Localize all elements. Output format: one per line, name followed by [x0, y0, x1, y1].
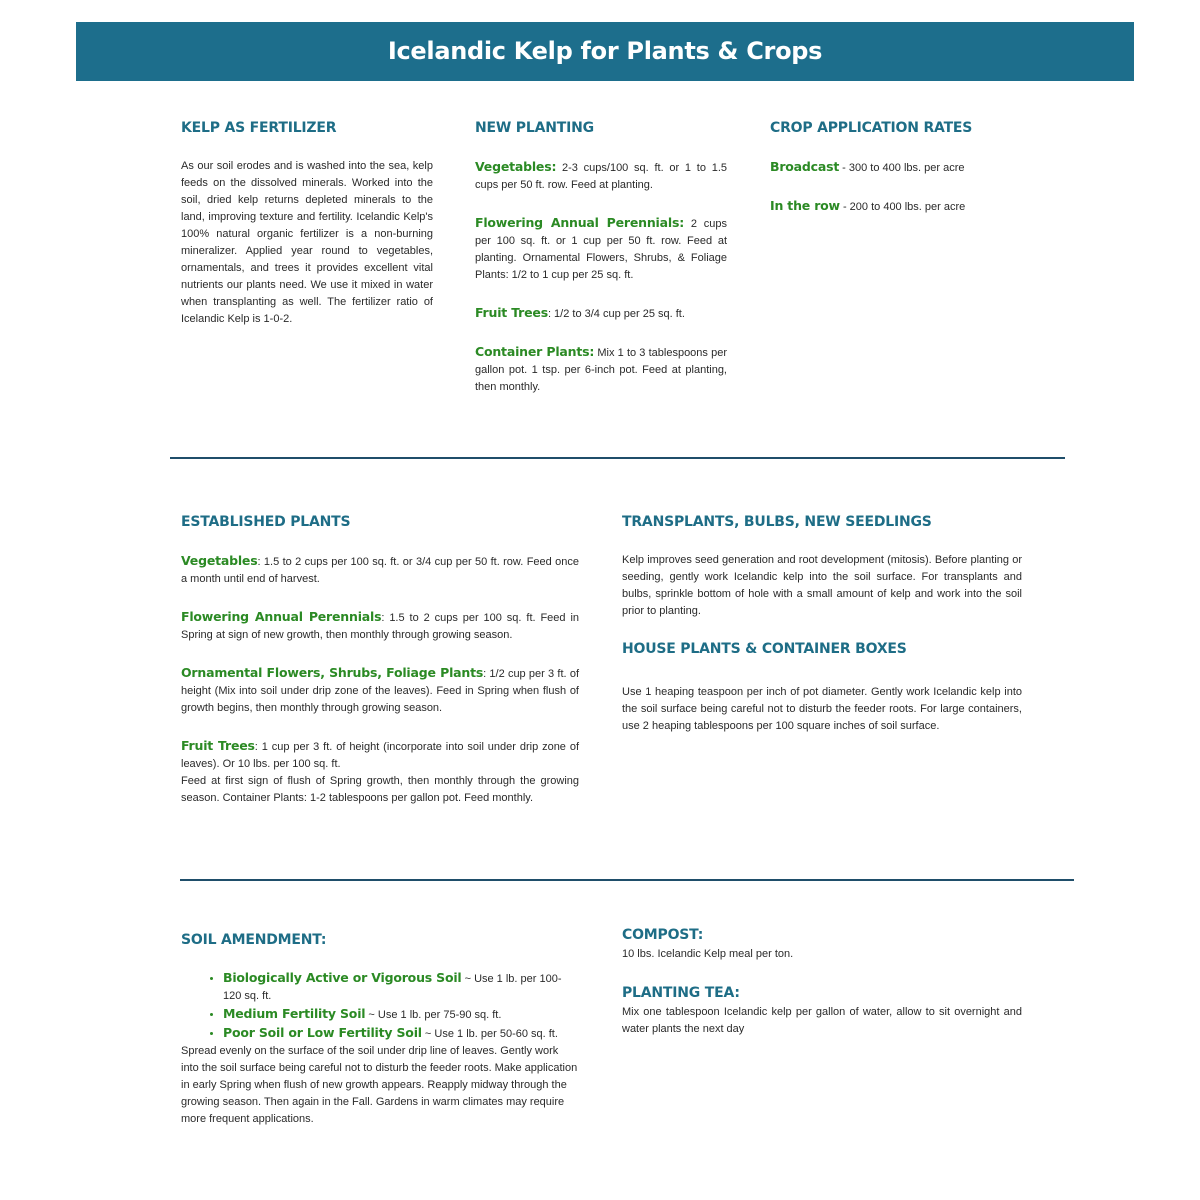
section-text: As our soil erodes and is washed into the sea, kelp feeds on the dissolved minerals. Worked into the soil, dried kelp returns depleted minerals to the land, improving texture and fertility. Icelandic Kelp's 100% natural organic fertilizer is a non-burning mineralizer. Applied year round to vegetables, ornamentals, and trees it provides excellent vital nutrients our plants need. We use it mixed in water when transplanting as well. The fertilizer ratio of Icelandic Kelp is 1-0-2.	[181, 160, 433, 325]
page-title: Icelandic Kelp for Plants & Crops	[387, 37, 823, 65]
bullet-list	[181, 969, 579, 1043]
section-established-plants	[181, 513, 579, 807]
list-item	[223, 1024, 579, 1043]
section-transplants	[622, 513, 1022, 620]
item-label: Flowering Annual Perennials	[181, 609, 382, 624]
item-label: Medium Fertility Soil	[223, 1006, 366, 1021]
item-label: Flowering Annual Perennials:	[475, 215, 684, 230]
section-heading: SOIL AMENDMENT:	[181, 932, 327, 948]
item-text: : 1/2 to 3/4 cup per 25 sq. ft.	[547, 308, 685, 320]
section-heading: COMPOST:	[622, 927, 704, 943]
list-item	[223, 969, 579, 1005]
item-text: - 200 to 400 lbs. per acre	[839, 201, 966, 213]
list-item	[181, 608, 579, 644]
section-text: Spread evenly on the surface of the soil under drip line of leaves. Gently work into the soil surface being careful not to disturb the feeder roots. Make application in early Spring when flush of new growth appears. Reapply midway through the growing season. Then again in the Fall. Gardens in warm climates may require more frequent applications.	[181, 1045, 578, 1125]
item-label: Broadcast	[770, 159, 840, 174]
list-item	[475, 214, 727, 284]
divider	[170, 457, 1065, 459]
section-heading: ESTABLISHED PLANTS	[181, 514, 351, 530]
item-label: Vegetables	[181, 553, 258, 568]
section-compost	[622, 926, 1022, 963]
section-planting-tea	[622, 984, 1022, 1038]
section-soil-amendment	[181, 931, 579, 1128]
section-heading: NEW PLANTING	[475, 120, 594, 136]
list-item	[475, 304, 727, 323]
section-text: Kelp improves seed generation and root development (mitosis). Before planting or seeding, gently work Icelandic kelp into the soil surface. For transplants and bulbs, sprinkle bottom of hole with a small amount of kelp and work into the soil prior to planting.	[622, 554, 1022, 617]
item-label: Ornamental Flowers, Shrubs, Foliage Plants	[181, 665, 484, 680]
item-text: 2-3 cups/100 sq. ft. or 1 to 1.5 cups per 50 ft. row. Feed at planting.	[475, 162, 727, 191]
list-item	[223, 1005, 579, 1024]
item-text: : 1.5 to 2 cups per 100 sq. ft. Feed in Spring at sign of new growth, then monthly through growing season.	[181, 612, 579, 641]
section-heading: TRANSPLANTS, BULBS, NEW SEEDLINGS	[622, 514, 932, 530]
item-label: Vegetables:	[475, 159, 557, 174]
item-text: ~ Use 1 lb. per 75-90 sq. ft.	[365, 1009, 502, 1021]
list-item	[181, 664, 579, 717]
section-crop-rates	[770, 119, 1030, 236]
item-text: 2 cups per 100 sq. ft. or 1 cup per 50 ft. row. Feed at planting. Ornamental Flowers, Shrubs, & Foliage Plants: 1/2 to 1 cup per 25 sq. ft.	[475, 218, 728, 281]
item-text: ~ Use 1 lb. per 100-120 sq. ft.	[223, 973, 562, 1002]
section-house-plants	[622, 640, 1022, 735]
section-text: Mix one tablespoon Icelandic kelp per gallon of water, allow to sit overnight and water plants the next day	[622, 1006, 1022, 1035]
item-label: Poor Soil or Low Fertility Soil	[223, 1025, 422, 1040]
section-heading: CROP APPLICATION RATES	[770, 120, 973, 136]
item-text: : 1 cup per 3 ft. of height (incorporate into soil under drip zone of leaves). Or 10 lbs. per 100 sq. ft.	[181, 741, 579, 770]
title-banner	[76, 22, 1134, 81]
item-label: Fruit Trees	[181, 738, 255, 753]
divider	[180, 879, 1074, 881]
list-item	[181, 552, 579, 588]
list-item	[770, 158, 1030, 177]
section-heading: HOUSE PLANTS & CONTAINER BOXES	[622, 641, 907, 657]
item-text: Mix 1 to 3 tablespoons per gallon pot. 1 tsp. per 6-inch pot. Feed at planting, then monthly.	[475, 347, 727, 393]
item-text: - 300 to 400 lbs. per acre	[839, 162, 965, 174]
list-item	[181, 737, 579, 773]
section-heading: KELP AS FERTILIZER	[181, 120, 337, 136]
section-text: Use 1 heaping teaspoon per inch of pot diameter. Gently work Icelandic kelp into the soil surface being careful not to disturb the feeder roots. For large containers, use 2 heaping tablespoons per 100 square inches of soil surface.	[622, 686, 1022, 732]
item-text: : 1/2 cup per 3 ft. of height (Mix into soil under drip zone of the leaves). Feed in Spring when flush of growth begins, then monthly through growing season.	[181, 668, 579, 714]
section-new-planting	[475, 119, 727, 416]
item-text: : 1.5 to 2 cups per 100 sq. ft. or 3/4 cup per 50 ft. row. Feed once a month until end of harvest.	[181, 556, 579, 585]
list-item	[475, 343, 727, 396]
list-item	[770, 197, 1030, 216]
list-item	[475, 158, 727, 194]
item-extra-text: Feed at first sign of flush of Spring growth, then monthly through the growing season. Container Plants: 1-2 tablespoons per gallon pot. Feed monthly.	[181, 775, 579, 804]
item-label: Biologically Active or Vigorous Soil	[223, 970, 462, 985]
item-label: In the row	[770, 198, 840, 213]
section-heading: PLANTING TEA:	[622, 985, 740, 1001]
item-label: Container Plants:	[475, 344, 595, 359]
item-text: ~ Use 1 lb. per 50-60 sq. ft.	[421, 1028, 558, 1040]
section-kelp-fertilizer	[181, 119, 433, 328]
section-text: 10 lbs. Icelandic Kelp meal per ton.	[622, 948, 794, 960]
item-label: Fruit Trees	[475, 305, 548, 320]
